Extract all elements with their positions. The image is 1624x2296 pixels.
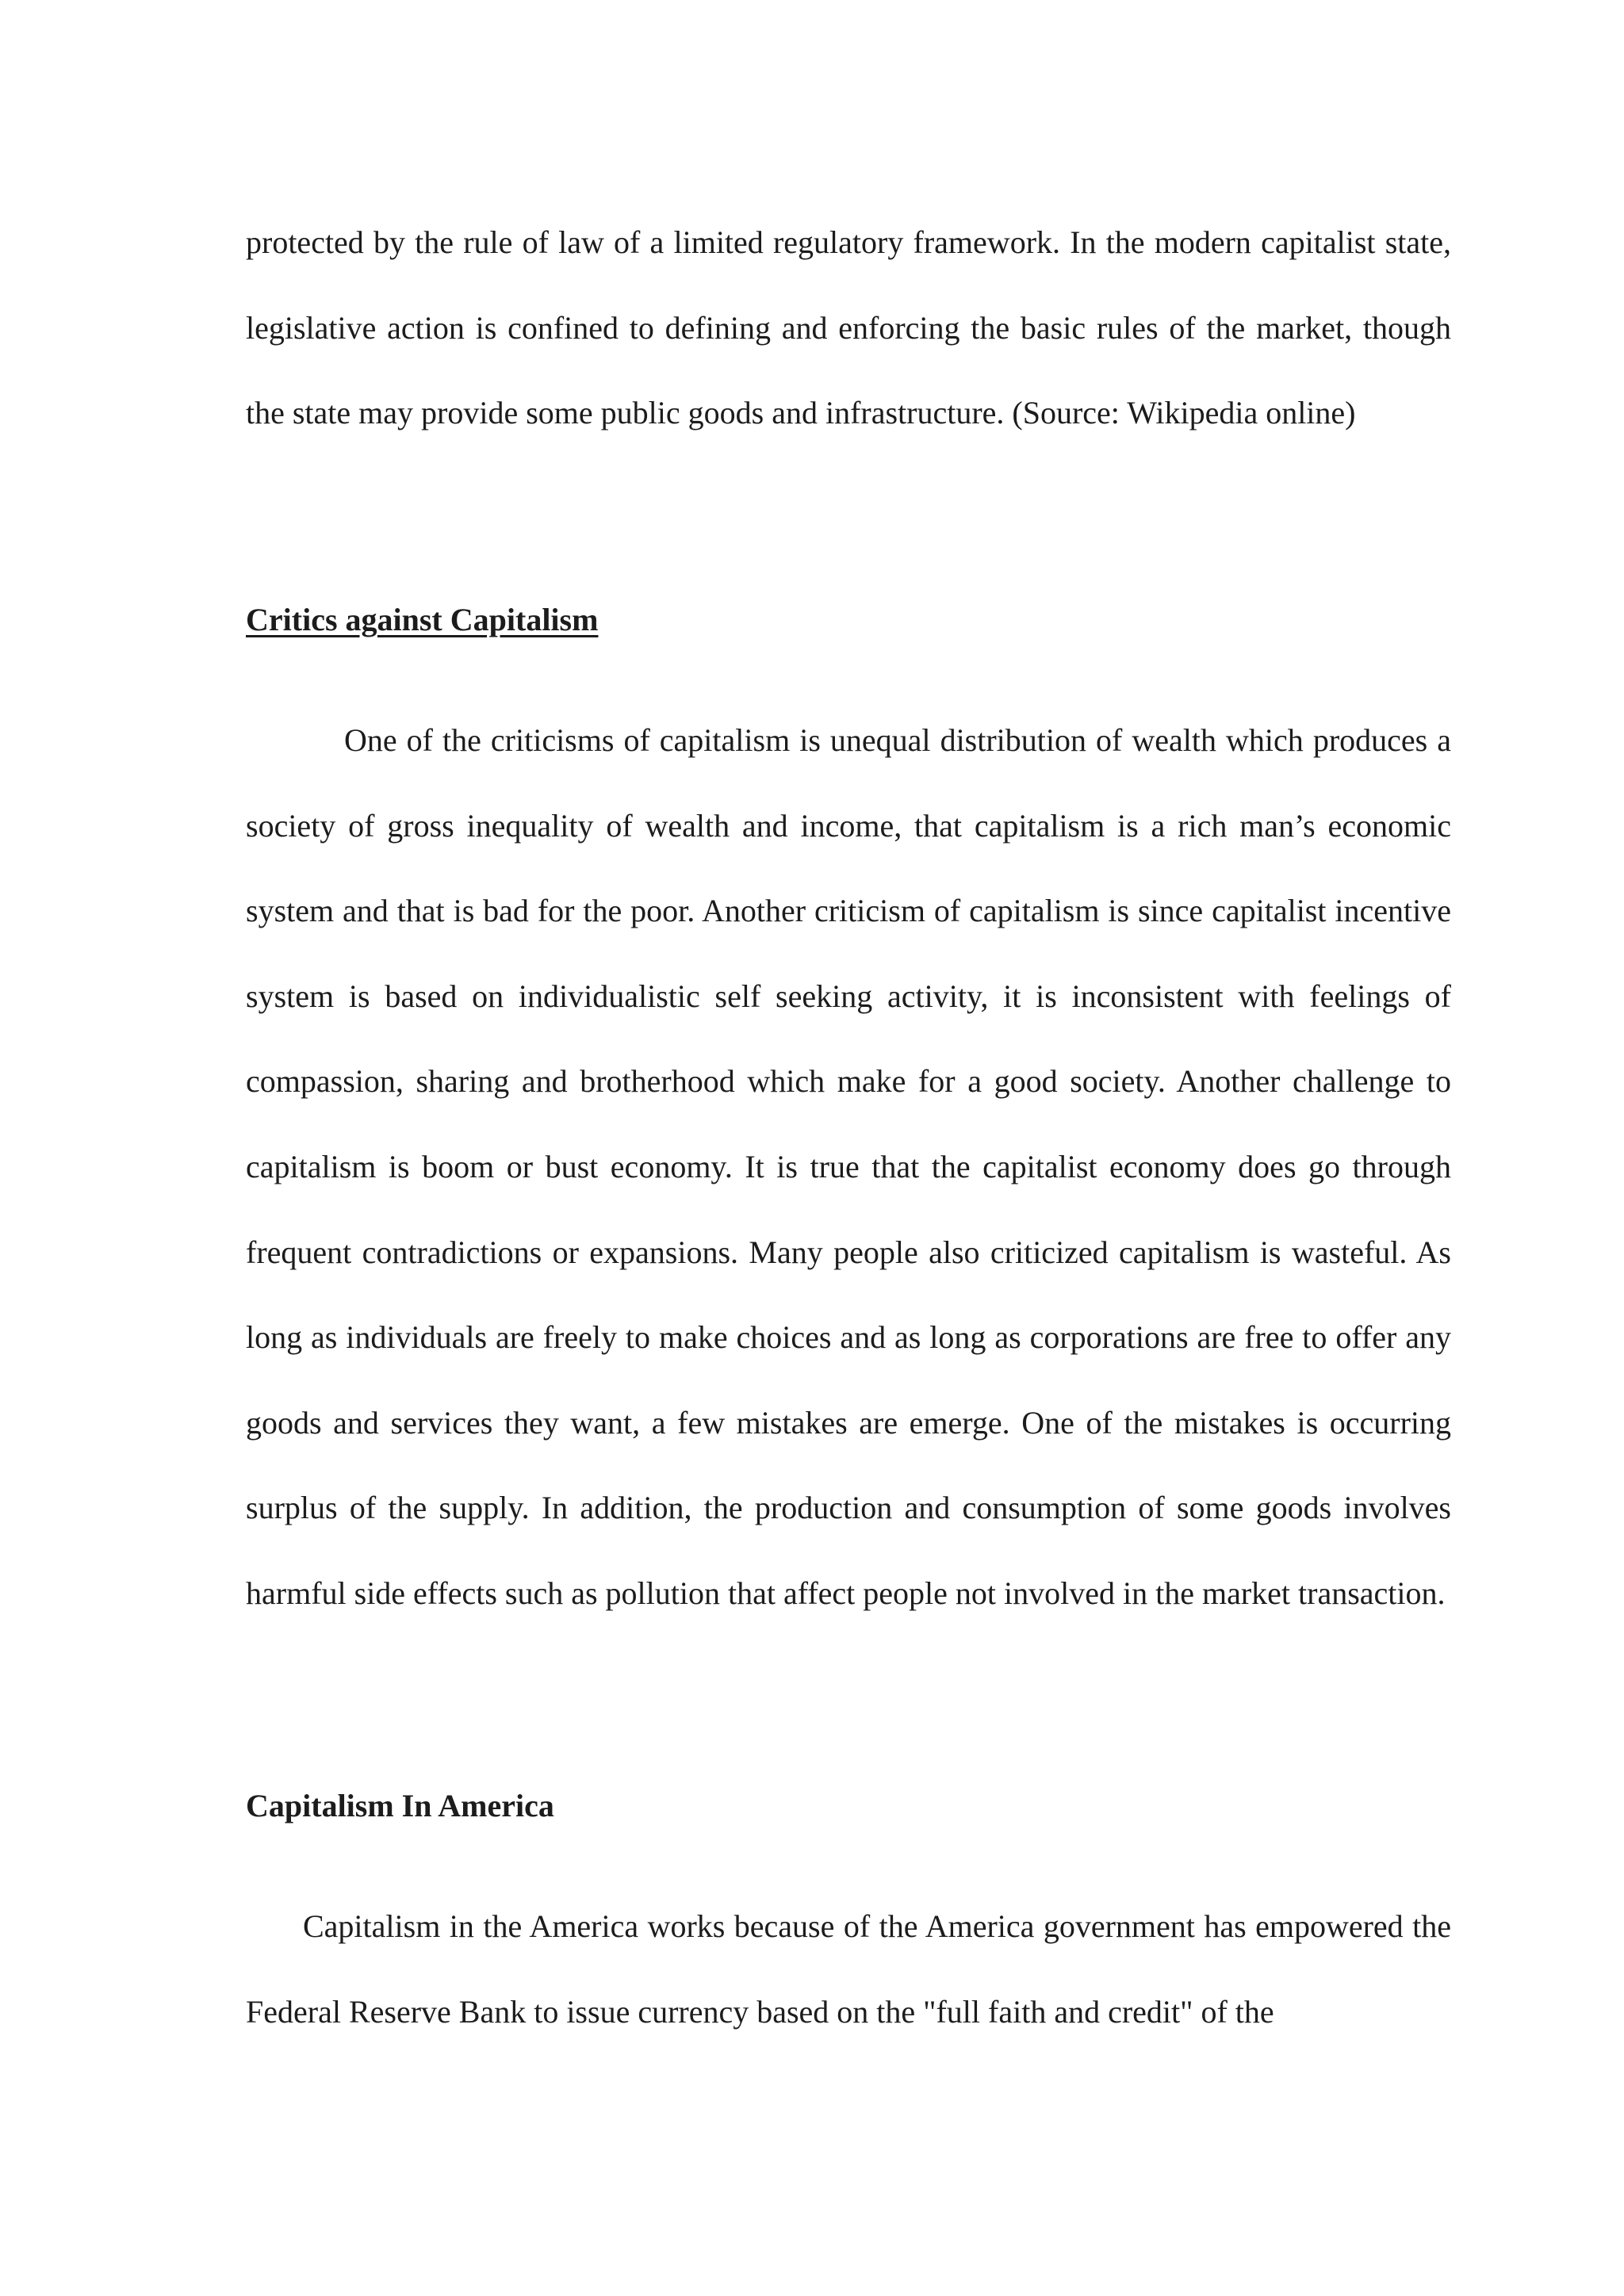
paragraph-rule-of-law: protected by the rule of law of a limited regulatory framework. In the modern capitalist state, legislative action is confined to defining and enforcing the basic rules of the market, though the state may provide some public goods and infrastructure. (Source: Wikipedia online) — [246, 224, 1451, 431]
section-heading-america: Capitalism In America — [246, 1788, 554, 1823]
paragraph-criticisms: One of the criticisms of capitalism is unequal distribution of wealth which produces a society of gross inequality of wealth and income, that capitalism is a rich man’s economic system and that is bad for the poor. Another criticism of capitalism is since capitalist incentive system is based on individualistic self seeking activity, it is inconsistent with feelings of compassion, sharing and brotherhood which make for a good society. Another challenge to capitalism is boom or bust economy. It is true that the capitalist economy does go through frequent contradictions or expansions. Many people also criticized capitalism is wasteful. As long as individuals are freely to make choices and as long as corporations are free to offer any goods and services they want, a few mistakes are emerge. One of the mistakes is occurring surplus of the supply. In addition, the production and consumption of some goods involves harmful side effects such as pollution that affect people not involved in the market transaction. — [246, 722, 1451, 1611]
section-heading-critics: Critics against Capitalism — [246, 602, 599, 637]
paragraph-america: Capitalism in the America works because of the America government has empowered the Federal Reserve Bank to issue currency based on the "full faith and credit" of the — [246, 1908, 1451, 2030]
